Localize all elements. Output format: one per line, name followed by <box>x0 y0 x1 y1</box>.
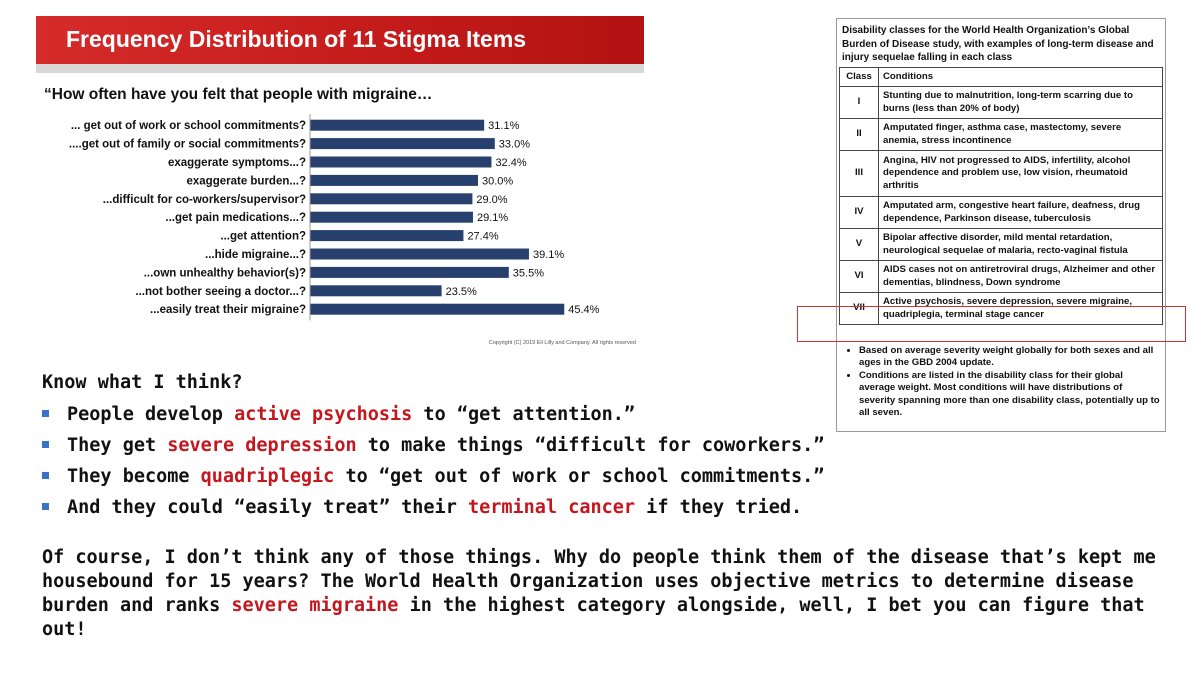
bar <box>310 175 478 186</box>
class-cell: VI <box>840 261 879 293</box>
bullet-highlight: severe depression <box>167 435 357 456</box>
square-bullet-icon <box>42 441 49 448</box>
header-conditions: Conditions <box>879 68 1163 87</box>
conditions-cell: Active psychosis, severe depression, severe migraine, quadriplegia, terminal stage cancer <box>879 293 1163 325</box>
category-label: ...hide migraine...? <box>205 249 306 261</box>
table-note: • Conditions are listed in the disability class for their global average weight. Most conditions will have distributions of severity spanning more than one disability class, potentially up to all seven. <box>859 370 1161 420</box>
table-row <box>840 197 1163 229</box>
value-label: 30.0% <box>482 175 514 188</box>
bar <box>310 230 463 241</box>
bullet-item <box>42 466 824 487</box>
bullet-text: And they could “easily treat” their <box>67 497 468 518</box>
bullet-text: to “get attention.” <box>412 404 636 425</box>
value-label: 45.4% <box>568 304 600 317</box>
value-label: 27.4% <box>467 230 499 243</box>
class-cell: IV <box>840 197 879 229</box>
class-cell: VII <box>840 293 879 325</box>
category-label: ....get out of family or social commitments? <box>68 138 306 151</box>
value-label: 29.1% <box>476 212 509 225</box>
bullet-text: People develop <box>67 404 235 425</box>
bar <box>310 120 484 131</box>
conditions-cell: Amputated arm, congestive heart failure, deafness, drug dependence, Parkinson disease, tuberculosis <box>879 197 1163 229</box>
bullet-text: They get <box>67 435 168 456</box>
bar <box>310 157 491 168</box>
chart-question: “How often have you felt that people with migraine… <box>44 86 433 103</box>
slide-title: Frequency Distribution of 11 Stigma Items <box>66 26 527 52</box>
value-label: 29.0% <box>476 193 508 206</box>
category-label: ...not bother seeing a doctor...? <box>135 285 306 298</box>
who-disability-table-figure <box>836 18 1166 432</box>
bullet-text: to “get out of work or school commitments.” <box>334 466 825 487</box>
bullet-highlight: terminal cancer <box>467 497 636 518</box>
commentary-heading: Know what I think? <box>42 372 243 393</box>
table-row <box>840 261 1163 293</box>
bar <box>310 212 473 223</box>
value-label: 39.1% <box>532 249 565 261</box>
category-label: ...easily treat their migraine? <box>150 304 306 317</box>
closing-paragraph <box>42 546 1182 642</box>
bullet-item <box>42 435 824 456</box>
closing-highlight: severe migraine <box>231 595 399 616</box>
square-bullet-icon <box>42 503 49 510</box>
stigma-bar-chart <box>36 16 644 352</box>
table-note: • Based on average severity weight globally for both sexes and all ages in the GBD 2004 update. <box>859 345 1161 370</box>
conditions-cell: Amputated finger, asthma case, mastectomy, severe anemia, stress incontinence <box>879 119 1163 151</box>
copyright-note: Copyright (C) 2019 Eli Lilly and Company. All rights reserved <box>488 340 636 346</box>
bullet-highlight: quadriplegic <box>200 466 335 487</box>
conditions-cell: Stunting due to malnutrition, long-term scarring due to burns (less than 20% of body) <box>879 87 1163 119</box>
class-vii-highlight-box <box>797 306 1186 342</box>
category-label: ...difficult for co-workers/supervisor? <box>102 193 306 206</box>
class-cell: I <box>840 87 879 119</box>
class-cell: V <box>840 229 879 261</box>
table-notes <box>839 345 1161 419</box>
bar <box>310 285 442 296</box>
value-label: 31.1% <box>488 120 520 133</box>
class-cell: III <box>840 151 879 197</box>
bar <box>310 304 564 315</box>
table-row <box>840 151 1163 197</box>
table-row <box>840 87 1163 119</box>
table-row <box>840 229 1163 261</box>
bar <box>310 249 529 260</box>
bar <box>310 267 509 278</box>
stigma-chart-slide <box>36 16 644 352</box>
bar <box>310 193 472 204</box>
category-label: ... get out of work or school commitments? <box>70 120 306 133</box>
bullet-text: They become <box>67 466 201 487</box>
square-bullet-icon <box>42 410 49 417</box>
bullet-highlight: active psychosis <box>234 404 413 425</box>
category-label: ...own unhealthy behavior(s)? <box>143 267 306 280</box>
value-label: 23.5% <box>445 285 477 298</box>
conditions-cell: Angina, HIV not progressed to AIDS, infertility, alcohol dependence and problem use, low vision, rheumatoid arthritis <box>879 151 1163 197</box>
bullet-text: if they tried. <box>635 497 803 518</box>
value-label: 32.4% <box>495 157 527 169</box>
class-cell: II <box>840 119 879 151</box>
bullet-item <box>42 497 802 518</box>
bar <box>310 138 495 149</box>
header-class: Class <box>840 68 879 87</box>
table-caption: Disability classes for the World Health Organization’s Global Burden of Disease study, with examples of long-term disease and injury sequelae falling in each class <box>842 25 1154 63</box>
value-label: 33.0% <box>498 138 531 151</box>
closing-text: Of course, I don’t think any of those things. Why do people think them of the disease that’s kept me housebound for 15 years? The World Health Organization uses objective metrics to determine disease burden and ranks <box>42 547 1156 616</box>
disability-class-table <box>839 67 1163 325</box>
category-label: ...get attention? <box>220 230 306 243</box>
bullet-item <box>42 404 635 425</box>
closing-text: in the highest category alongside, well, I bet you can figure that out! <box>42 595 1145 640</box>
conditions-cell: AIDS cases not on antiretroviral drugs, Alzheimer and other dementias, blindness, Down syndrome <box>879 261 1163 293</box>
category-label: exaggerate symptoms...? <box>167 157 306 169</box>
table-header-row <box>840 68 1163 87</box>
value-label: 35.5% <box>512 267 545 280</box>
square-bullet-icon <box>42 472 49 479</box>
category-label: ...get pain medications...? <box>165 212 306 225</box>
table-row <box>840 119 1163 151</box>
bullet-text: to make things “difficult for coworkers.” <box>356 435 825 456</box>
conditions-cell: Bipolar affective disorder, mild mental retardation, neurological sequelae of malaria, recto-vaginal fistula <box>879 229 1163 261</box>
category-label: exaggerate burden...? <box>186 175 306 188</box>
